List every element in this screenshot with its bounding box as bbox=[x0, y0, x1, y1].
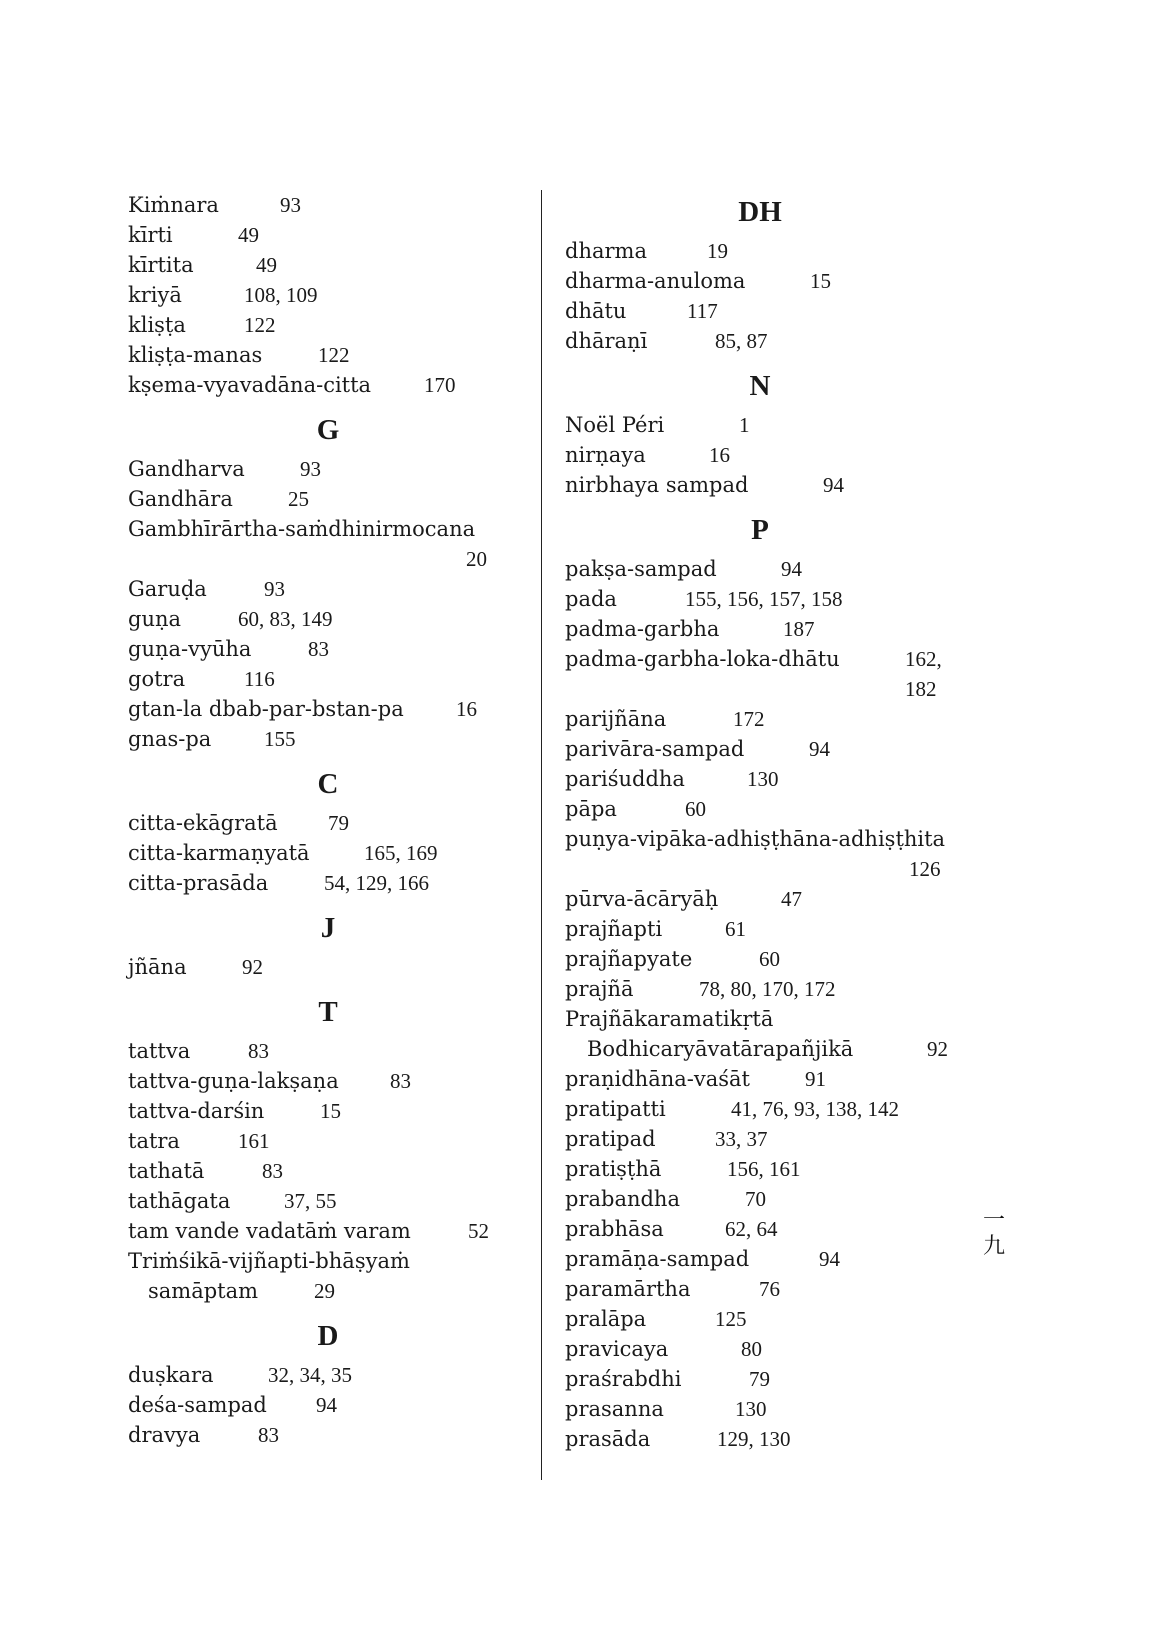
index-entry bbox=[565, 1094, 955, 1124]
index-entry bbox=[565, 1334, 955, 1364]
index-entry bbox=[565, 1124, 955, 1154]
page-refs: 60, 83, 149 bbox=[238, 607, 333, 631]
page-refs: 80 bbox=[741, 1337, 762, 1361]
index-entry-continuation bbox=[565, 854, 955, 884]
index-term: guṇa-vyūha bbox=[128, 637, 252, 661]
page-refs: 92 bbox=[927, 1037, 948, 1061]
page-number: 一九 bbox=[982, 1208, 1005, 1259]
column-divider bbox=[541, 190, 542, 1480]
index-entry bbox=[128, 1216, 528, 1246]
index-term: puṇya-vipāka-adhiṣṭhāna-adhiṣṭhita bbox=[565, 827, 946, 851]
section-heading: T bbox=[318, 996, 338, 1028]
page-refs: 76 bbox=[759, 1277, 780, 1301]
index-entry bbox=[128, 1096, 528, 1126]
index-entry bbox=[128, 1066, 528, 1096]
index-term: tattva-guṇa-lakṣaṇa bbox=[128, 1069, 339, 1093]
page-refs: 93 bbox=[264, 577, 285, 601]
index-term: dhātu bbox=[565, 299, 627, 323]
page-refs: 47 bbox=[781, 887, 802, 911]
index-term: prajñapti bbox=[565, 917, 663, 941]
index-term: pravicaya bbox=[565, 1337, 669, 1361]
page-refs: 83 bbox=[262, 1159, 283, 1183]
index-term: gotra bbox=[128, 667, 186, 691]
index-entry bbox=[128, 1036, 528, 1066]
page-refs: 91 bbox=[805, 1067, 826, 1091]
index-term: dharma-anuloma bbox=[565, 269, 746, 293]
page-refs: 83 bbox=[248, 1039, 269, 1063]
index-term: pakṣa-sampad bbox=[565, 557, 717, 581]
index-entry bbox=[565, 704, 955, 734]
index-entry bbox=[565, 1424, 955, 1454]
page-refs: 15 bbox=[810, 269, 831, 293]
page-refs: 162, bbox=[905, 647, 942, 671]
index-entry bbox=[128, 1360, 528, 1390]
index-term: pratipad bbox=[565, 1127, 656, 1151]
index-entry bbox=[128, 952, 528, 982]
page-refs: 29 bbox=[314, 1279, 335, 1303]
index-entry bbox=[128, 514, 528, 544]
page-refs: 122 bbox=[244, 313, 276, 337]
index-term: guṇa bbox=[128, 607, 182, 631]
page-refs: 85, 87 bbox=[715, 329, 768, 353]
index-entry bbox=[565, 824, 955, 854]
index-term: gnas-pa bbox=[128, 727, 212, 751]
index-entry bbox=[128, 838, 528, 868]
index-term: kliṣṭa-manas bbox=[128, 343, 263, 367]
index-term: duṣkara bbox=[128, 1363, 214, 1387]
index-entry bbox=[128, 220, 528, 250]
page-refs: 20 bbox=[466, 547, 487, 571]
index-term: praśrabdhi bbox=[565, 1367, 682, 1391]
page-refs: 62, 64 bbox=[725, 1217, 778, 1241]
index-entry bbox=[565, 470, 955, 500]
index-entry bbox=[128, 250, 528, 280]
index-entry bbox=[565, 1394, 955, 1424]
page-refs: 16 bbox=[456, 697, 477, 721]
index-term: Gandhāra bbox=[128, 487, 233, 511]
index-entry bbox=[128, 340, 528, 370]
index-entry bbox=[128, 1186, 528, 1216]
page-refs: 93 bbox=[280, 193, 301, 217]
index-term: deśa-sampad bbox=[128, 1393, 267, 1417]
page-refs: 155, 156, 157, 158 bbox=[685, 587, 843, 611]
index-entry bbox=[565, 1364, 955, 1394]
index-entry bbox=[565, 884, 955, 914]
index-entry bbox=[128, 484, 528, 514]
page-refs: 94 bbox=[781, 557, 802, 581]
page-refs: 78, 80, 170, 172 bbox=[699, 977, 836, 1001]
index-term: tathatā bbox=[128, 1159, 205, 1183]
index-entry bbox=[128, 280, 528, 310]
index-term: kriyā bbox=[128, 283, 182, 307]
index-term: citta-ekāgratā bbox=[128, 811, 278, 835]
index-term: prajñapyate bbox=[565, 947, 693, 971]
page-refs: 32, 34, 35 bbox=[268, 1363, 352, 1387]
page-refs: 94 bbox=[819, 1247, 840, 1271]
index-term: Bodhicaryāvatārapañjikā bbox=[587, 1037, 854, 1061]
index-term: tattva bbox=[128, 1039, 191, 1063]
page-refs: 54, 129, 166 bbox=[324, 871, 429, 895]
index-term: dharma bbox=[565, 239, 647, 263]
index-entry bbox=[128, 574, 528, 604]
page-refs: 70 bbox=[745, 1187, 766, 1211]
index-entry bbox=[565, 1034, 955, 1064]
page-refs: 94 bbox=[823, 473, 844, 497]
page-refs: 125 bbox=[715, 1307, 747, 1331]
index-entry bbox=[565, 734, 955, 764]
index-entry bbox=[565, 236, 955, 266]
index-term: gtan-la dbab-par-bstan-pa bbox=[128, 697, 404, 721]
index-entry bbox=[565, 914, 955, 944]
index-term: pralāpa bbox=[565, 1307, 647, 1331]
page-refs: 155 bbox=[264, 727, 296, 751]
page-refs: 126 bbox=[909, 857, 941, 881]
section-heading: G bbox=[316, 414, 340, 446]
page-refs: 49 bbox=[256, 253, 277, 277]
page-refs: 25 bbox=[288, 487, 309, 511]
index-entry bbox=[128, 1420, 528, 1450]
index-term: Prajñākaramatikṛtā bbox=[565, 1007, 774, 1031]
index-entry bbox=[128, 694, 528, 724]
index-term: Gandharva bbox=[128, 457, 245, 481]
page-refs: 15 bbox=[320, 1099, 341, 1123]
page-refs: 83 bbox=[390, 1069, 411, 1093]
index-term: nirṇaya bbox=[565, 443, 646, 467]
index-entry bbox=[128, 190, 528, 220]
section-heading: N bbox=[749, 370, 771, 402]
index-term: tattva-darśin bbox=[128, 1099, 265, 1123]
page-refs: 129, 130 bbox=[717, 1427, 791, 1451]
index-term: kṣema-vyavadāna-citta bbox=[128, 373, 372, 397]
index-term: pada bbox=[565, 587, 617, 611]
page-refs: 79 bbox=[328, 811, 349, 835]
index-entry bbox=[128, 454, 528, 484]
index-column-right bbox=[565, 190, 955, 1454]
index-entry bbox=[565, 1004, 955, 1034]
index-term: tatra bbox=[128, 1129, 180, 1153]
index-term: padma-garbha bbox=[565, 617, 720, 641]
page-refs: 94 bbox=[809, 737, 830, 761]
index-term: pratiṣṭhā bbox=[565, 1157, 662, 1181]
page-refs: 52 bbox=[468, 1219, 489, 1243]
page-refs: 79 bbox=[749, 1367, 770, 1391]
index-entry bbox=[565, 296, 955, 326]
index-term: kīrti bbox=[128, 223, 173, 247]
index-term: nirbhaya sampad bbox=[565, 473, 749, 497]
index-term: Garuḍa bbox=[128, 577, 207, 601]
index-entry bbox=[565, 1214, 955, 1244]
index-entry bbox=[128, 808, 528, 838]
page-refs: 156, 161 bbox=[727, 1157, 801, 1181]
index-term: samāptam bbox=[148, 1279, 259, 1303]
index-term: tathāgata bbox=[128, 1189, 231, 1213]
index-term: prabandha bbox=[565, 1187, 680, 1211]
index-term: Noël Péri bbox=[565, 413, 665, 437]
page-refs: 93 bbox=[300, 457, 321, 481]
page-refs: 41, 76, 93, 138, 142 bbox=[731, 1097, 899, 1121]
index-entry bbox=[565, 944, 955, 974]
index-term: tam vande vadatāṁ varam bbox=[128, 1219, 411, 1243]
index-entry bbox=[128, 868, 528, 898]
index-entry bbox=[565, 614, 955, 644]
index-entry bbox=[565, 1274, 955, 1304]
index-term: padma-garbha-loka-dhātu bbox=[565, 647, 840, 671]
index-entry bbox=[565, 410, 955, 440]
index-entry bbox=[565, 266, 955, 296]
index-term: pratipatti bbox=[565, 1097, 666, 1121]
page-refs: 16 bbox=[709, 443, 730, 467]
index-term: pariśuddha bbox=[565, 767, 685, 791]
index-entry bbox=[128, 1126, 528, 1156]
page-refs: 94 bbox=[316, 1393, 337, 1417]
index-entry bbox=[128, 634, 528, 664]
index-term: pāpa bbox=[565, 797, 617, 821]
page-refs: 170 bbox=[424, 373, 456, 397]
index-term: pūrva-ācāryāḥ bbox=[565, 887, 719, 911]
index-term: kliṣṭa bbox=[128, 313, 186, 337]
index-entry bbox=[128, 604, 528, 634]
page-refs: 165, 169 bbox=[364, 841, 438, 865]
index-entry bbox=[565, 794, 955, 824]
index-entry bbox=[128, 1390, 528, 1420]
page-refs: 172 bbox=[733, 707, 765, 731]
index-term: Triṁśikā-vijñapti-bhāṣyaṁ bbox=[128, 1249, 410, 1273]
index-entry bbox=[128, 724, 528, 754]
index-entry-continuation bbox=[128, 544, 528, 574]
page-refs: 108, 109 bbox=[244, 283, 318, 307]
index-term: kīrtita bbox=[128, 253, 194, 277]
page-refs: 122 bbox=[318, 343, 350, 367]
page-refs: 60 bbox=[685, 797, 706, 821]
page-refs: 37, 55 bbox=[284, 1189, 337, 1213]
index-entry bbox=[565, 326, 955, 356]
page-refs: 61 bbox=[725, 917, 746, 941]
page-refs: 161 bbox=[238, 1129, 270, 1153]
section-heading: J bbox=[320, 912, 336, 944]
index-entry-continuation bbox=[565, 674, 955, 704]
index-column-left bbox=[128, 190, 528, 1450]
index-entry bbox=[128, 1246, 528, 1276]
index-entry bbox=[128, 310, 528, 340]
page-refs: 33, 37 bbox=[715, 1127, 768, 1151]
index-term: prasanna bbox=[565, 1397, 664, 1421]
section-heading: C bbox=[317, 768, 339, 800]
section-heading: D bbox=[317, 1320, 339, 1352]
page-refs: 130 bbox=[747, 767, 779, 791]
index-term: citta-karmaṇyatā bbox=[128, 841, 310, 865]
index-term: citta-prasāda bbox=[128, 871, 269, 895]
index-term: praṇidhāna-vaśāt bbox=[565, 1067, 750, 1091]
index-term: prabhāsa bbox=[565, 1217, 664, 1241]
index-entry bbox=[565, 764, 955, 794]
index-term: prajñā bbox=[565, 977, 634, 1001]
index-entry bbox=[565, 974, 955, 1004]
index-entry bbox=[565, 554, 955, 584]
index-entry bbox=[128, 664, 528, 694]
page-refs: 1 bbox=[739, 413, 750, 437]
page-refs: 83 bbox=[258, 1423, 279, 1447]
page-refs: 49 bbox=[238, 223, 259, 247]
page-refs: 116 bbox=[244, 667, 275, 691]
index-term: prasāda bbox=[565, 1427, 651, 1451]
page-refs: 187 bbox=[783, 617, 815, 641]
index-term: dravya bbox=[128, 1423, 201, 1447]
index-entry bbox=[565, 440, 955, 470]
index-term: dhāraṇī bbox=[565, 329, 648, 353]
index-entry bbox=[128, 1276, 528, 1306]
index-entry bbox=[565, 1244, 955, 1274]
index-term: jñāna bbox=[128, 955, 187, 979]
page-refs: 182 bbox=[905, 677, 937, 701]
index-entry bbox=[565, 1304, 955, 1334]
page-refs: 92 bbox=[242, 955, 263, 979]
index-entry bbox=[128, 370, 528, 400]
page-refs: 117 bbox=[687, 299, 718, 323]
index-entry bbox=[128, 1156, 528, 1186]
index-entry bbox=[565, 1064, 955, 1094]
index-term: Kiṁnara bbox=[128, 193, 219, 217]
index-term: paramārtha bbox=[565, 1277, 691, 1301]
page-refs: 130 bbox=[735, 1397, 767, 1421]
page-refs: 60 bbox=[759, 947, 780, 971]
index-term: pramāṇa-sampad bbox=[565, 1247, 750, 1271]
index-entry bbox=[565, 584, 955, 614]
index-term: parijñāna bbox=[565, 707, 667, 731]
section-heading: P bbox=[751, 514, 769, 546]
page-refs: 19 bbox=[707, 239, 728, 263]
index-term: parivāra-sampad bbox=[565, 737, 745, 761]
index-term: Gambhīrārtha-saṁdhinirmocana bbox=[128, 517, 476, 541]
page-refs: 83 bbox=[308, 637, 329, 661]
index-entry bbox=[565, 1154, 955, 1184]
index-entry bbox=[565, 1184, 955, 1214]
index-entry bbox=[565, 644, 955, 674]
section-heading: DH bbox=[738, 196, 782, 228]
